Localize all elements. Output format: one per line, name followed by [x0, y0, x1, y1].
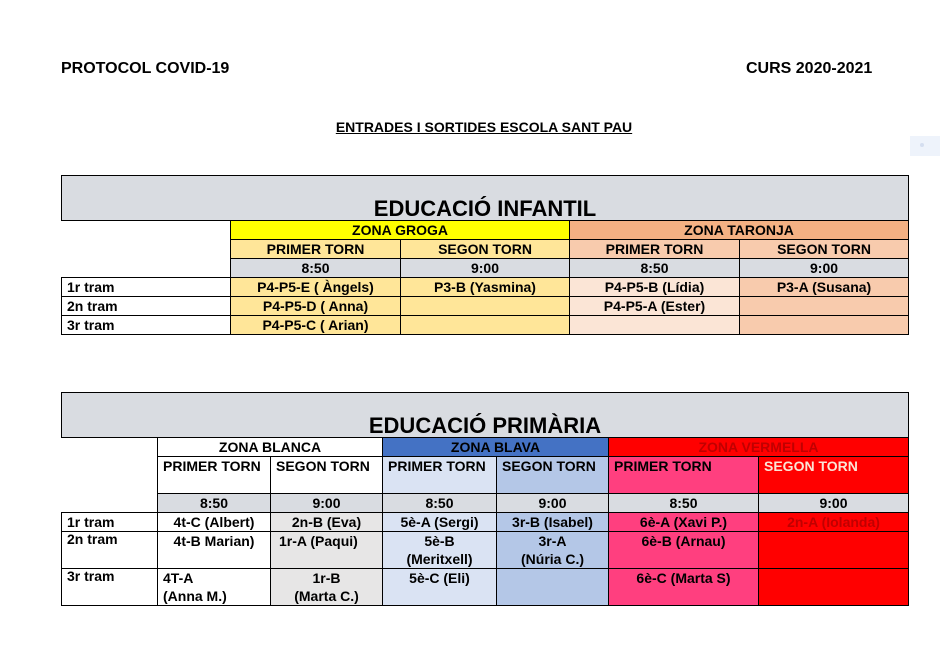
class-cell: P4-P5-C ( Arian): [231, 316, 401, 335]
class-cell: 4T-A (Anna M.): [158, 569, 271, 606]
page-marker: [910, 136, 940, 156]
infantil-table: [61, 175, 909, 335]
class-cell: 6è-B (Arnau): [609, 532, 759, 569]
class-cell: P3-B (Yasmina): [401, 278, 570, 297]
class-cell: [740, 297, 909, 316]
class-cell: P4-P5-E ( Àngels): [231, 278, 401, 297]
class-cell: 3r-B (Isabel): [497, 513, 609, 532]
class-cell: P3-A (Susana): [740, 278, 909, 297]
row-label: 1r tram: [62, 513, 158, 532]
row-label: 2n tram: [62, 532, 158, 569]
class-cell: [740, 316, 909, 335]
row-label: 2n tram: [62, 297, 231, 316]
zone-groga: ZONA GROGA: [231, 221, 570, 240]
shift-label: SEGON TORN: [740, 240, 909, 259]
class-cell: 6è-C (Marta S): [609, 569, 759, 606]
zone-vermella: ZONA VERMELLA: [609, 438, 909, 457]
time-cell: 9:00: [401, 259, 570, 278]
empty-cell: [62, 240, 231, 259]
time-cell: 8:50: [609, 494, 759, 513]
time-cell: 9:00: [497, 494, 609, 513]
empty-cell: [62, 457, 158, 494]
row-label: 3r tram: [62, 569, 158, 606]
shift-label: SEGON TORN: [759, 457, 909, 494]
shift-label: PRIMER TORN: [231, 240, 401, 259]
time-cell: 8:50: [383, 494, 497, 513]
class-cell: [759, 532, 909, 569]
time-cell: 9:00: [740, 259, 909, 278]
shift-label: SEGON TORN: [401, 240, 570, 259]
empty-cell: [62, 259, 231, 278]
empty-cell: [62, 221, 231, 240]
document-subtitle: ENTRADES I SORTIDES ESCOLA SANT PAU: [335, 119, 633, 135]
shift-label: PRIMER TORN: [609, 457, 759, 494]
class-cell: 2n-B (Eva): [271, 513, 383, 532]
time-cell: 8:50: [570, 259, 740, 278]
class-cell: [401, 316, 570, 335]
shift-label: PRIMER TORN: [570, 240, 740, 259]
empty-cell: [62, 494, 158, 513]
zone-blava: ZONA BLAVA: [383, 438, 609, 457]
shift-label: SEGON TORN: [271, 457, 383, 494]
class-cell: 5è-B (Meritxell): [383, 532, 497, 569]
shift-label: SEGON TORN: [497, 457, 609, 494]
class-cell: 4t-B Marian): [158, 532, 271, 569]
class-cell: [570, 316, 740, 335]
shift-label: PRIMER TORN: [383, 457, 497, 494]
class-cell: [401, 297, 570, 316]
time-cell: 9:00: [759, 494, 909, 513]
class-cell: [497, 569, 609, 606]
dot-icon: [920, 143, 924, 147]
class-cell: P4-P5-B (Lídia): [570, 278, 740, 297]
class-cell: 2n-A (Iolanda): [759, 513, 909, 532]
infantil-title: EDUCACIÓ INFANTIL: [62, 176, 909, 221]
time-cell: 8:50: [231, 259, 401, 278]
primaria-table: [61, 392, 909, 606]
class-cell: 1r-B (Marta C.): [271, 569, 383, 606]
class-cell: P4-P5-A (Ester): [570, 297, 740, 316]
zone-taronja: ZONA TARONJA: [570, 221, 909, 240]
zone-blanca: ZONA BLANCA: [158, 438, 383, 457]
empty-cell: [62, 438, 158, 457]
header-left: PROTOCOL COVID-19: [61, 60, 230, 77]
class-cell: [759, 569, 909, 606]
row-label: 3r tram: [62, 316, 231, 335]
header-right: CURS 2020-2021: [746, 60, 873, 77]
shift-label: PRIMER TORN: [158, 457, 271, 494]
class-cell: P4-P5-D ( Anna): [231, 297, 401, 316]
class-cell: 5è-C (Eli): [383, 569, 497, 606]
class-cell: 1r-A (Paqui): [271, 532, 383, 569]
class-cell: 5è-A (Sergi): [383, 513, 497, 532]
class-cell: 3r-A (Núria C.): [497, 532, 609, 569]
class-cell: 6è-A (Xavi P.): [609, 513, 759, 532]
time-cell: 8:50: [158, 494, 271, 513]
row-label: 1r tram: [62, 278, 231, 297]
time-cell: 9:00: [271, 494, 383, 513]
primaria-title: EDUCACIÓ PRIMÀRIA: [62, 393, 909, 438]
class-cell: 4t-C (Albert): [158, 513, 271, 532]
